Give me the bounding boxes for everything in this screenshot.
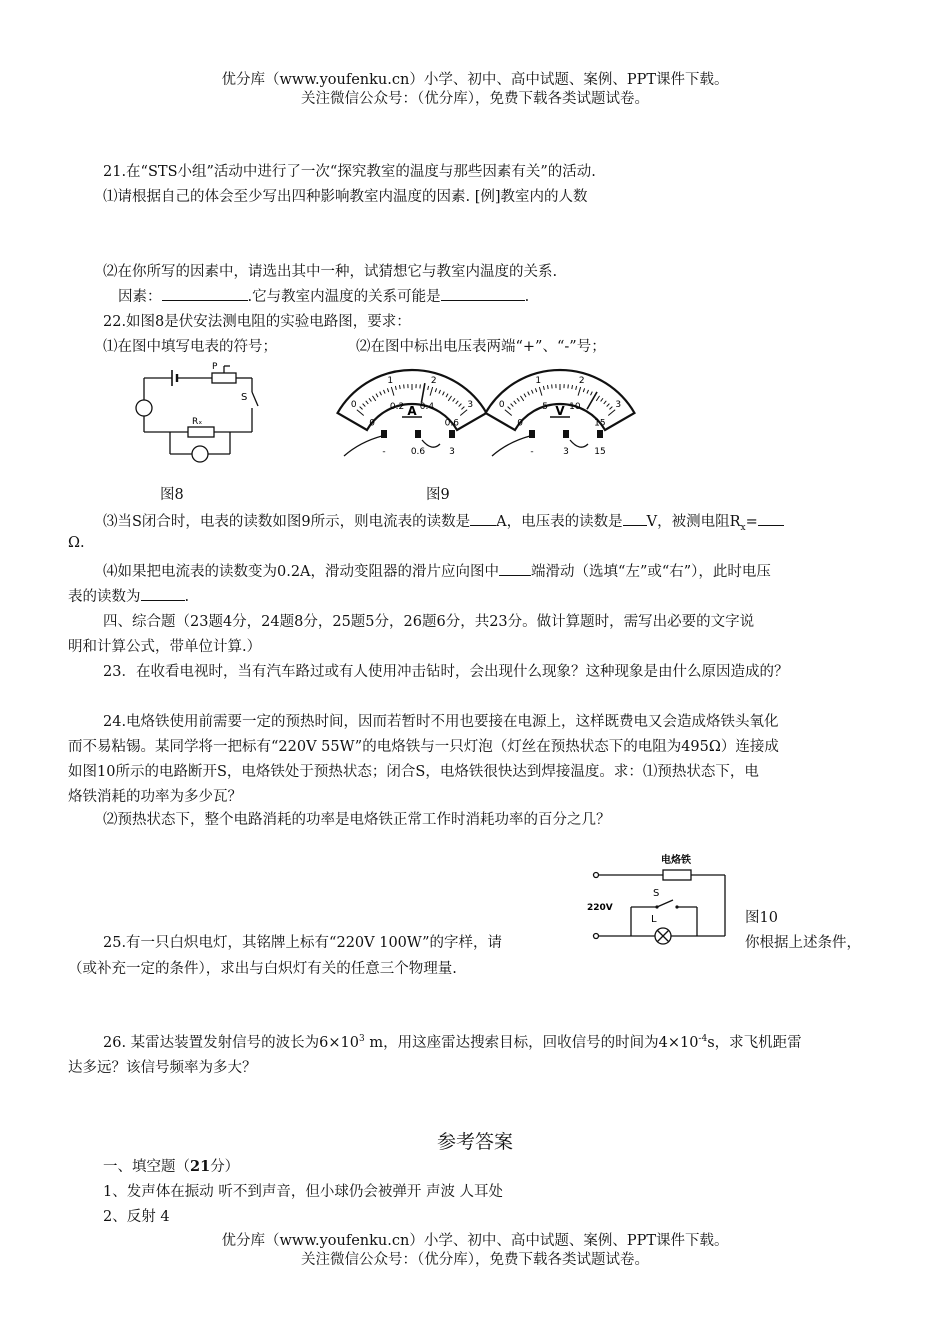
- q22-title: 22.如图8是伏安法测电阻的实验电路图，要求：: [103, 314, 411, 330]
- q26-line-2: 达多远？该信号频率为多大？: [68, 1060, 257, 1076]
- q21-part1: ⑴请根据自己的体会至少写出四种影响教室内温度的因素. [例]教室内的人数: [103, 189, 588, 205]
- q22-part4-line2: 表的读数为 .: [68, 585, 189, 606]
- q25-line-1a: 25.有一只白炽电灯，其铭牌上标有“220V 100W”的字样，请: [103, 935, 502, 951]
- bottom-tick-label: 0: [517, 418, 524, 429]
- terminal-label: 3: [449, 447, 455, 457]
- section-4-heading: 四、综合题（23题4分，24题8分，25题5分，26题6分，共23分。做计算题时，需写出必要的文字说: [103, 614, 755, 630]
- label-rx: Rₓ: [192, 417, 203, 427]
- q24-line-1: 24.电烙铁使用前需要一定的预热时间，因而若暂时不用也要接在电源上，这样既费电又会造成烙铁头氧化: [103, 714, 779, 730]
- terminal-label: 0.6: [410, 447, 426, 457]
- lead-wire: [344, 436, 382, 456]
- answer-blank[interactable]: [470, 511, 496, 526]
- q22-part3-unit: Ω.: [68, 535, 85, 551]
- bottom-meter-circle[interactable]: [192, 446, 208, 462]
- q23-text: 23．在收看电视时，当有汽车路过或有人使用冲击钻时，会出现什么现象？这种现象是由什么原因造成的？: [103, 664, 789, 680]
- answer-blank[interactable]: [162, 286, 248, 301]
- terminal-label: -: [530, 447, 534, 457]
- q22-part2: ⑵在图中标出电压表两端“+”、“-”号；: [356, 339, 606, 355]
- top-tick-label: 0: [498, 400, 505, 411]
- top-tick-label: 3: [467, 400, 474, 411]
- meter-face: [486, 370, 635, 430]
- answer-item-2: 2、反射 4: [103, 1209, 170, 1225]
- figure-10-circuit: [585, 848, 735, 952]
- lead-wire: [492, 436, 530, 456]
- label-switch: S: [653, 888, 660, 899]
- meter-face: [338, 370, 487, 430]
- figure-10-caption: 图10: [745, 910, 778, 926]
- bottom-tick-label: 10: [569, 402, 581, 413]
- scale-tick: [399, 385, 400, 389]
- label-lamp: L: [651, 914, 657, 925]
- section-4-heading-cont: 明和计算公式，带单位计算.）: [68, 639, 262, 655]
- q22-part4-line1: ⑷如果把电流表的读数变为0.2A，滑动变阻器的滑片应向图中 端滑动（选填“左”或“右”），此时电压: [103, 560, 771, 581]
- q26-line-1: 26. 某雷达装置发射信号的波长为$6\times 10^3$ m，用这座雷达搜索目标，回收信号的时间为$4\times 10^{-4}s$，求飞机距雷: [103, 1034, 802, 1051]
- bottom-tick-label: 5: [542, 402, 548, 413]
- label-iron: 电烙铁: [661, 855, 691, 866]
- figure-9-meters: [336, 358, 636, 464]
- q25-line-1b: 你根据上述条件，: [745, 935, 861, 951]
- answer-blank[interactable]: [758, 511, 784, 526]
- bottom-tick-label: 0.6: [444, 418, 459, 429]
- q21-title: 21.在“STS小组”活动中进行了一次“探究教室的温度与那些因素有关”的活动.: [103, 164, 596, 180]
- lead-wire: [570, 440, 588, 447]
- top-tick-label: 2: [430, 376, 437, 387]
- label-voltage: 220V: [587, 903, 613, 913]
- terminal-post[interactable]: [563, 430, 569, 438]
- meter-letter: A: [407, 404, 417, 418]
- terminal-post[interactable]: [529, 430, 535, 438]
- q25-line-2: （或补充一定的条件），求出与白炽灯有关的任意三个物理量.: [68, 961, 457, 977]
- terminal-post[interactable]: [381, 430, 387, 438]
- terminal-post[interactable]: [449, 430, 455, 438]
- answer-blank[interactable]: [499, 561, 531, 576]
- answers-section-1: 一、填空题（21分）: [103, 1158, 240, 1175]
- bottom-tick-label: 15: [594, 418, 606, 429]
- terminal-label: -: [382, 447, 386, 457]
- scale-tick: [572, 385, 573, 389]
- header-line-1: 优分库（www.youfenku.cn）小学、初中、高中试题、案例、PPT课件下载。: [221, 72, 729, 88]
- top-tick-label: 1: [535, 376, 542, 387]
- label-p: P: [212, 362, 218, 372]
- ammeter: [338, 370, 487, 457]
- meter-letter: V: [555, 404, 565, 418]
- figure-9-caption: 图9: [426, 487, 450, 503]
- answer-item-1: 1、发声体在振动 听不到声音，但小球仍会被弹开 声波 人耳处: [103, 1184, 504, 1200]
- top-tick-label: 0: [350, 400, 357, 411]
- answer-blank[interactable]: [441, 286, 525, 301]
- resistor-rx: [188, 427, 214, 437]
- terminal-label: 3: [563, 447, 569, 457]
- bottom-tick-label: 0.2: [389, 402, 405, 413]
- bottom-tick-label: 0: [369, 418, 376, 429]
- q22-part1: ⑴在图中填写电表的符号；: [103, 339, 277, 355]
- top-tick-label: 1: [387, 376, 394, 387]
- figure-8-circuit: [130, 360, 280, 470]
- q21-part3: 因素： .它与教室内温度的关系可能是 .: [118, 285, 529, 306]
- left-meter-circle[interactable]: [136, 400, 152, 416]
- footer-line-2: 关注微信公众号：（优分库），免费下载各类试题试卷。: [301, 1252, 649, 1268]
- rheostat: [212, 373, 236, 383]
- q22-part3: ⑶当S闭合时，电表的读数如图9所示，则电流表的读数是 A，电压表的读数是 V，被测电阻$R_x=$: [103, 510, 784, 533]
- q21-part2: ⑵在你所写的因素中，请选出其中一种，试猜想它与教室内温度的关系.: [103, 264, 558, 280]
- voltmeter: [486, 370, 635, 457]
- bottom-tick-label: 0.4: [419, 402, 435, 413]
- label-s: S: [241, 392, 248, 403]
- answer-blank[interactable]: [141, 586, 185, 601]
- q24-line-2: 而不易粘锡。某同学将一把标有“220V 55W”的电烙铁与一只灯泡（灯丝在预热状态下的电阻为495Ω）连接成: [68, 739, 779, 755]
- top-tick-label: 2: [578, 376, 585, 387]
- top-tick-label: 3: [615, 400, 622, 411]
- terminal-post[interactable]: [415, 430, 421, 438]
- figure-8-caption: 图8: [160, 487, 184, 503]
- soldering-iron: [663, 870, 691, 880]
- header-line-2: 关注微信公众号：（优分库），免费下载各类试题试卷。: [301, 91, 649, 107]
- q24-line-3: 如图10所示的电路断开S，电烙铁处于预热状态；闭合S，电烙铁很快达到焊接温度。求：⑴预热状态下，电: [68, 764, 759, 780]
- footer-line-1: 优分库（www.youfenku.cn）小学、初中、高中试题、案例、PPT课件下载。: [221, 1233, 729, 1249]
- q24-line-4: 烙铁消耗的功率为多少瓦？: [68, 789, 242, 805]
- answers-title: 参考答案: [436, 1131, 513, 1153]
- terminal-post[interactable]: [597, 430, 603, 438]
- scale-tick: [547, 385, 548, 389]
- terminal-label: 15: [594, 447, 606, 457]
- answer-blank[interactable]: [623, 511, 647, 526]
- q24-line-5: ⑵预热状态下，整个电路消耗的功率是电烙铁正常工作时消耗功率的百分之几？: [103, 812, 611, 828]
